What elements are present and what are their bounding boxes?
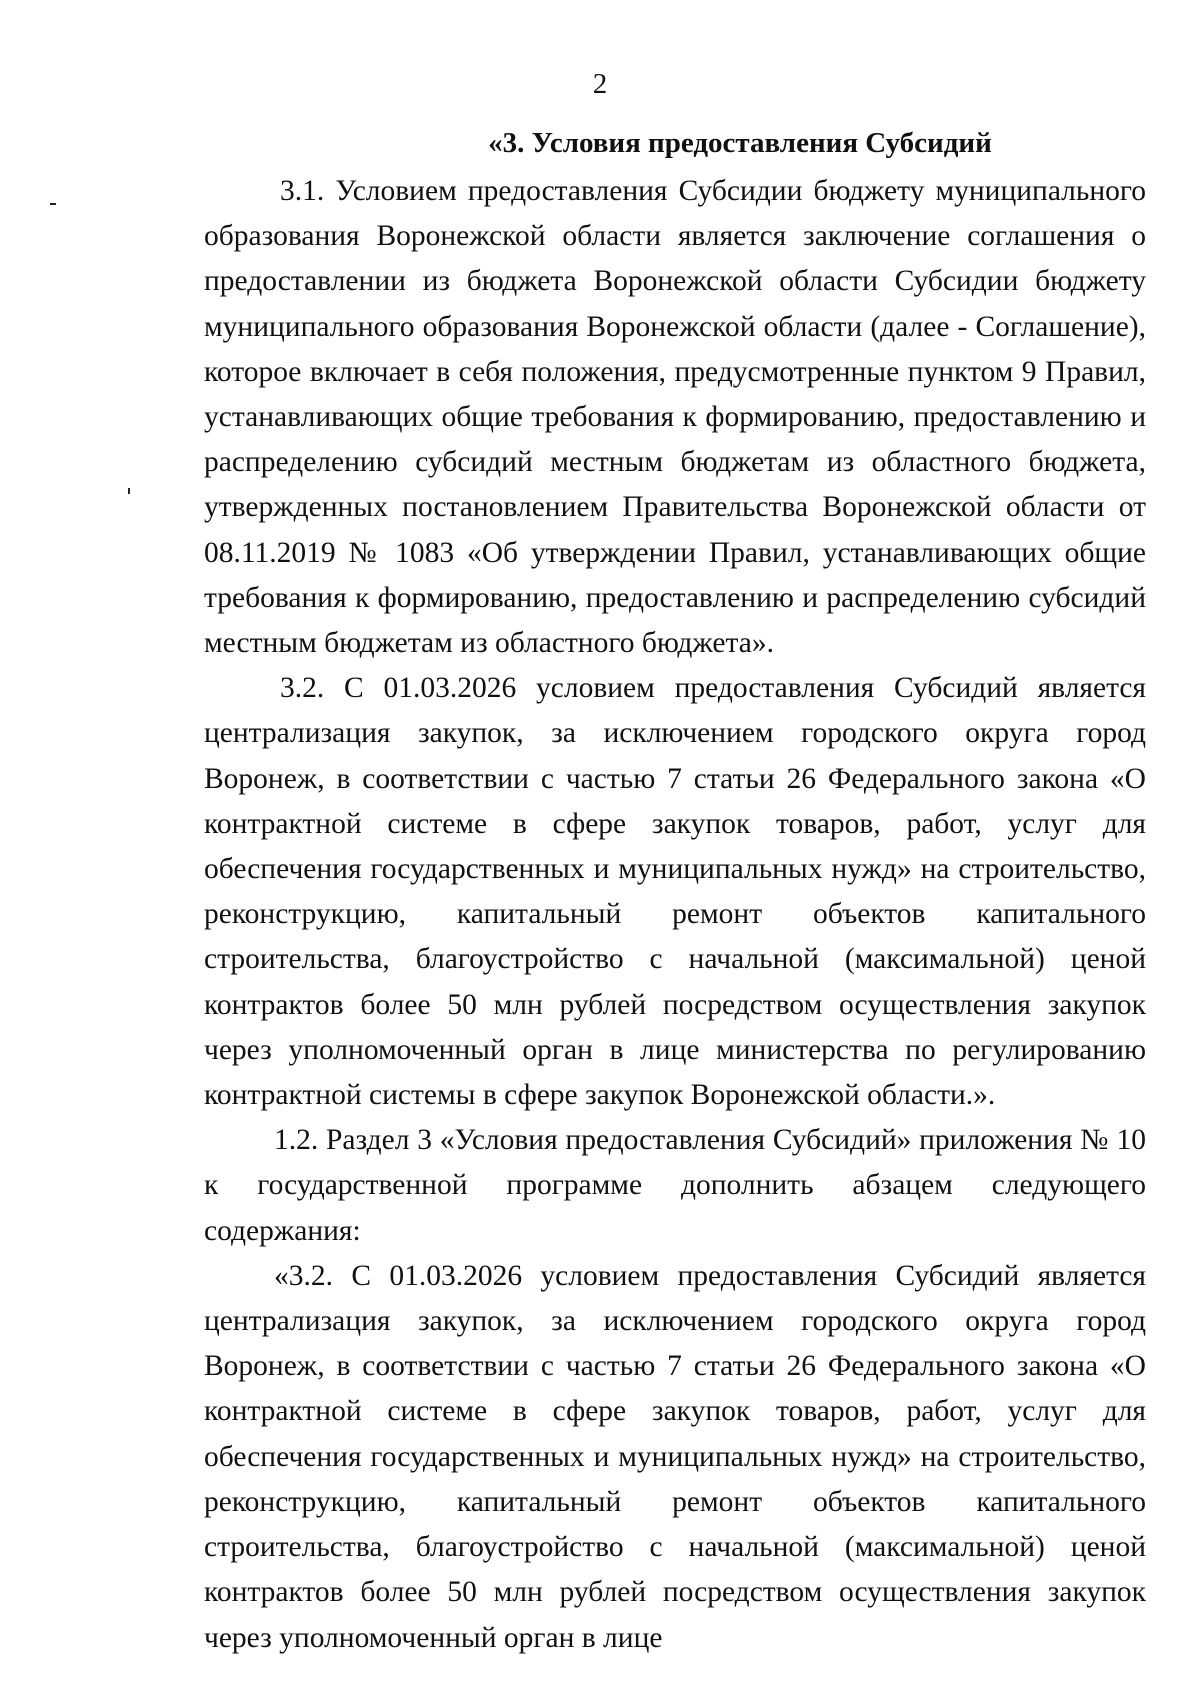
section-heading: «3. Условия предоставления Субсидий [488,127,992,159]
paragraph-3-2: 3.2. С 01.03.2026 условием предоставления Субсидий является централизация закупок, за исключением городского округа город Воронеж, в соответствии с частью 7 статьи 26 Федерального закона «О контрактной системе в сфере закупок товаров, работ, услуг для обеспечения государственных и муниципальных нужд» на строительство, реконструкцию, капитальный ремонт объектов капитального строительства, благоустройство с начальной (максимальной) ценой контрактов более 50 млн рублей посредством осуществления закупок через уполномоченный орган в лице министерства по регулированию контрактной системы в сфере закупок Воронежской области.». [204,672,1146,1112]
page-number: 2 [592,68,608,100]
scan-speck [50,203,56,205]
paragraph-quoted-3-2: «3.2. С 01.03.2026 условием предоставления Субсидий является централизация закупок, за исключением городского округа город Воронеж, в соответствии с частью 7 статьи 26 Федерального закона «О контрактной системе в сфере закупок товаров, работ, услуг для обеспечения государственных и муниципальных нужд» на строительство, реконструкцию, капитальный ремонт объектов капитального строительства, благоустройство с начальной (максимальной) ценой контрактов более 50 млн рублей посредством осуществления закупок через уполномоченный орган в лице [204,1259,1146,1654]
paragraph-1-2: 1.2. Раздел 3 «Условия предоставления Субсидий» приложения № 10 к государственной программе дополнить абзацем следующего содержания: [204,1124,1146,1247]
paragraph-3-1: 3.1. Условием предоставления Субсидии бюджету муниципального образования Воронежской области является заключение соглашения о предоставлении из бюджета Воронежской области Субсидии бюджету муниципального образования Воронежской области (далее - Соглашение), которое включает в себя положения, предусмотренные пунктом 9 Правил, устанавливающих общие требования к формированию, предоставлению и распределению субсидий местным бюджетам из областного бюджета, утвержденных постановлением Правительства Воронежской области от 08.11.2019 № 1083 «Об утверждении Правил, устанавливающих общие требования к формированию, предоставлению и распределению субсидий местным бюджетам из областного бюджета». [204,175,1146,660]
document-body [204,169,1146,1661]
scan-speck [128,488,130,494]
